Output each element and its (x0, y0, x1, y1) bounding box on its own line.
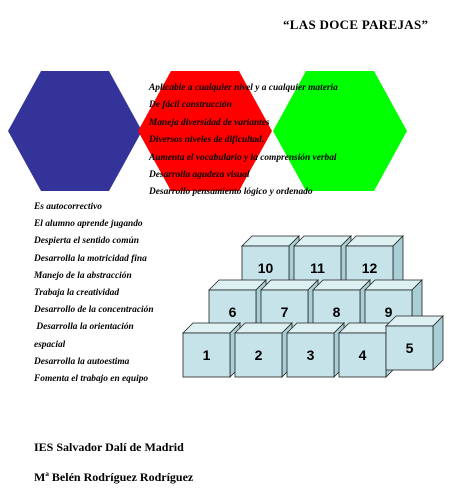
feature-item: Aumenta el vocabulario y la comprensión verbal (149, 152, 337, 163)
feature-item: De fácil construcción (149, 100, 232, 111)
cube-number: 5 (405, 340, 414, 356)
features-list (149, 80, 338, 202)
number-cube (235, 323, 292, 377)
cube-number: 10 (257, 260, 274, 276)
benefit-item: Desarrollo de la concentración (34, 305, 154, 316)
cube-number: 12 (361, 260, 378, 276)
cube-number: 3 (306, 347, 315, 363)
benefit-item: Manejo de la abstracción (34, 270, 132, 281)
feature-item: Diversos niveles de dificultad. (149, 135, 265, 146)
cube-number: 9 (384, 304, 393, 320)
feature-item: Desarrollo pensamiento lógico y ordenado (149, 187, 313, 198)
hexagon-left (8, 71, 142, 191)
cube-number: 4 (358, 347, 367, 363)
benefit-item: El alumno aprende jugando (34, 219, 143, 230)
number-cube (386, 316, 443, 370)
feature-item: Maneja diversidad de variantes (149, 117, 270, 128)
benefit-item: Desarrolla la motricidad fina (34, 253, 147, 264)
school-name: IES Salvador Dalí de Madrid (34, 440, 184, 454)
benefit-item: Desarrolla la orientación (34, 322, 134, 333)
benefits-list (34, 199, 154, 388)
benefit-item: Despierta el sentido común (34, 236, 139, 247)
cube-number: 2 (254, 347, 263, 363)
number-cube (183, 323, 240, 377)
cube-number: 11 (310, 260, 325, 276)
document-title: “LAS DOCE PAREJAS” (283, 17, 429, 32)
benefit-item: Fomenta el trabajo en equipo (34, 374, 149, 385)
cube-pyramid (183, 236, 443, 377)
benefit-item: Trabaja la creatividad (34, 288, 120, 299)
cube-number: 8 (332, 304, 341, 320)
benefit-item: Es autocorrectivo (34, 202, 102, 212)
author-name: Mª Belén Rodríguez Rodríguez (34, 470, 194, 484)
feature-item: Desarrolla agudeza visual (149, 170, 250, 181)
number-cube (287, 323, 344, 377)
benefit-item: espacial (34, 339, 66, 350)
feature-item: Aplicable a cualquier nivel y a cualquier materia (149, 83, 338, 93)
cube-number: 1 (202, 347, 211, 363)
benefit-item: Desarrolla la autoestima (34, 356, 130, 367)
cube-number: 6 (228, 304, 237, 320)
cube-number: 7 (280, 304, 289, 320)
